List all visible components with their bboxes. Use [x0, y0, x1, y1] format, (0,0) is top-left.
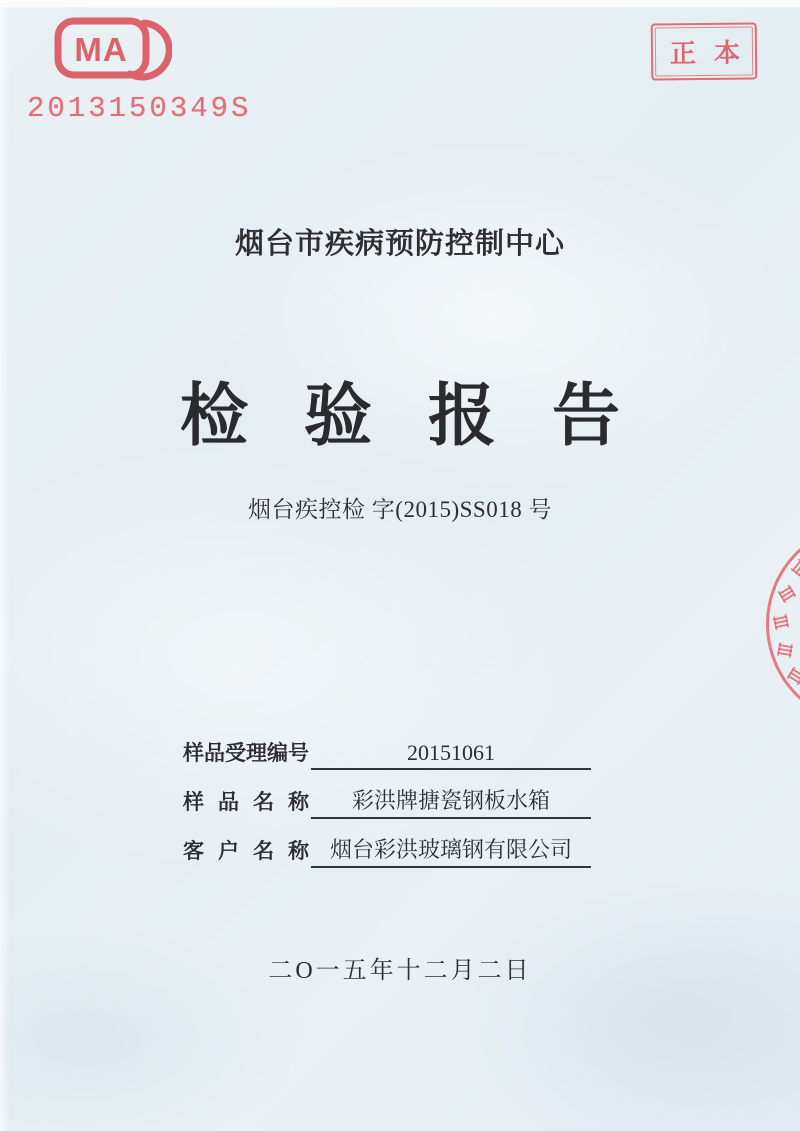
- seal-glyph-mark: [777, 642, 793, 658]
- cma-accreditation-stamp-icon: [54, 16, 172, 82]
- official-round-seal-partial: [766, 522, 800, 726]
- accreditation-certificate-number: 2013150349S: [27, 92, 252, 125]
- report-title-char: 验: [303, 378, 372, 454]
- field-value-sample-acceptance-no: 20151061: [311, 740, 591, 770]
- seal-glyph-mark: [786, 666, 800, 685]
- issue-date: 二O一五年十二月二日: [268, 958, 532, 984]
- report-title: [0, 362, 800, 459]
- field-row-client-name: [183, 838, 591, 868]
- field-value-client-name: 烟台彩洪玻璃钢有限公司: [311, 833, 591, 868]
- field-label: 样品名称: [183, 790, 309, 814]
- field-label: 客户名称: [183, 839, 309, 863]
- report-title-char: 告: [552, 378, 621, 454]
- original-copy-stamp: [651, 22, 758, 80]
- cma-logo-text: MA: [74, 31, 128, 68]
- original-copy-stamp-label: 正本: [669, 38, 759, 69]
- seal-glyph-mark: [790, 558, 800, 578]
- seal-glyph-mark: [773, 614, 790, 631]
- field-value-sample-name: 彩洪牌搪瓷钢板水箱: [311, 784, 591, 819]
- seal-glyph-mark: [777, 584, 796, 603]
- field-label: 样品受理编号: [183, 741, 309, 765]
- field-row-sample-name: [183, 789, 591, 819]
- report-title-char: 检: [179, 378, 248, 454]
- field-row-sample-acceptance-no: [183, 740, 591, 770]
- organization-name: 烟台市疾病预防控制中心: [234, 228, 565, 260]
- report-title-char: 报: [428, 378, 497, 454]
- sample-info-fields: [183, 740, 591, 887]
- report-number: 烟台疾控检 字(2015)SS018 号: [248, 497, 552, 522]
